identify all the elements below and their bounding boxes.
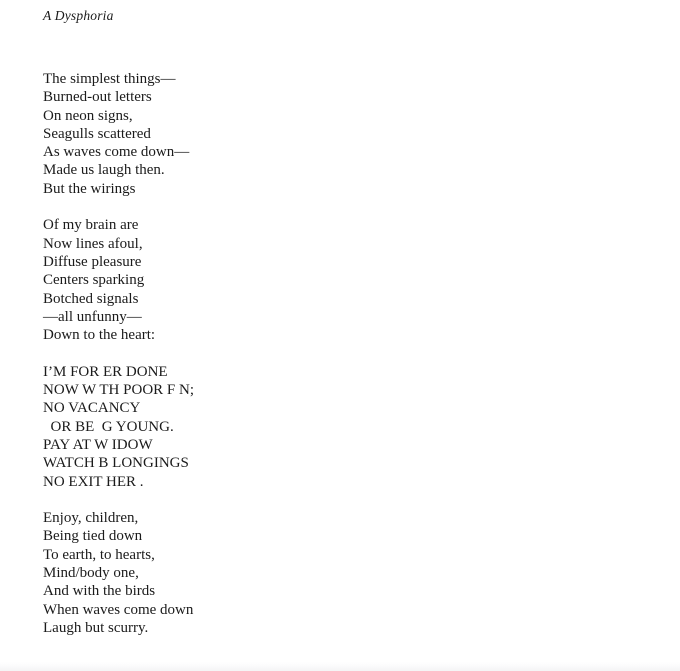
poem-line: NOW W TH POOR F N; (43, 382, 194, 399)
stanza-1 (43, 70, 603, 198)
poem-line: But the wirings (43, 180, 136, 197)
poem-line: Made us laugh then. (43, 162, 165, 179)
poem-line: Of my brain are (43, 217, 139, 234)
page-bottom-edge (0, 662, 680, 671)
poem-line: The simplest things— (43, 71, 176, 87)
poem-line: WATCH B LONGINGS (43, 455, 189, 472)
poem-line: Enjoy, children, (43, 510, 139, 527)
poem-line: Seagulls scattered (43, 125, 151, 142)
poem-line: Being tied down (43, 528, 143, 545)
poem-line: NO VACANCY (43, 400, 141, 417)
poem-line: NO EXIT HER . (43, 473, 144, 490)
page-title: A Dysphoria (43, 8, 114, 23)
poem-line: When waves come down (43, 601, 194, 618)
poem-line: Now lines afoul, (43, 235, 143, 252)
poem-line: As waves come down— (43, 144, 190, 161)
poem-line: PAY AT W IDOW (43, 436, 153, 453)
poem-line: Botched signals (43, 290, 139, 307)
poem-line: To earth, to hearts, (43, 546, 155, 563)
poem-line: OR BE G YOUNG. (43, 418, 174, 435)
stanza-4 (43, 509, 603, 637)
poem-line: I’M FOR ER DONE (43, 363, 168, 380)
poem-line: —all unfunny— (43, 308, 142, 325)
poem-line: And with the birds (43, 583, 156, 600)
stanza-3 (43, 363, 603, 491)
poem-line: Diffuse pleasure (43, 253, 142, 270)
poem-line: On neon signs, (43, 107, 133, 124)
poem-body (43, 70, 603, 637)
poem-line: Laugh but scurry. (43, 619, 149, 636)
poem-line: Mind/body one, (43, 565, 139, 582)
poem-line: Burned-out letters (43, 89, 152, 106)
stanza-2 (43, 216, 603, 344)
poem-line: Down to the heart: (43, 327, 156, 344)
poem-line: Centers sparking (43, 272, 145, 289)
